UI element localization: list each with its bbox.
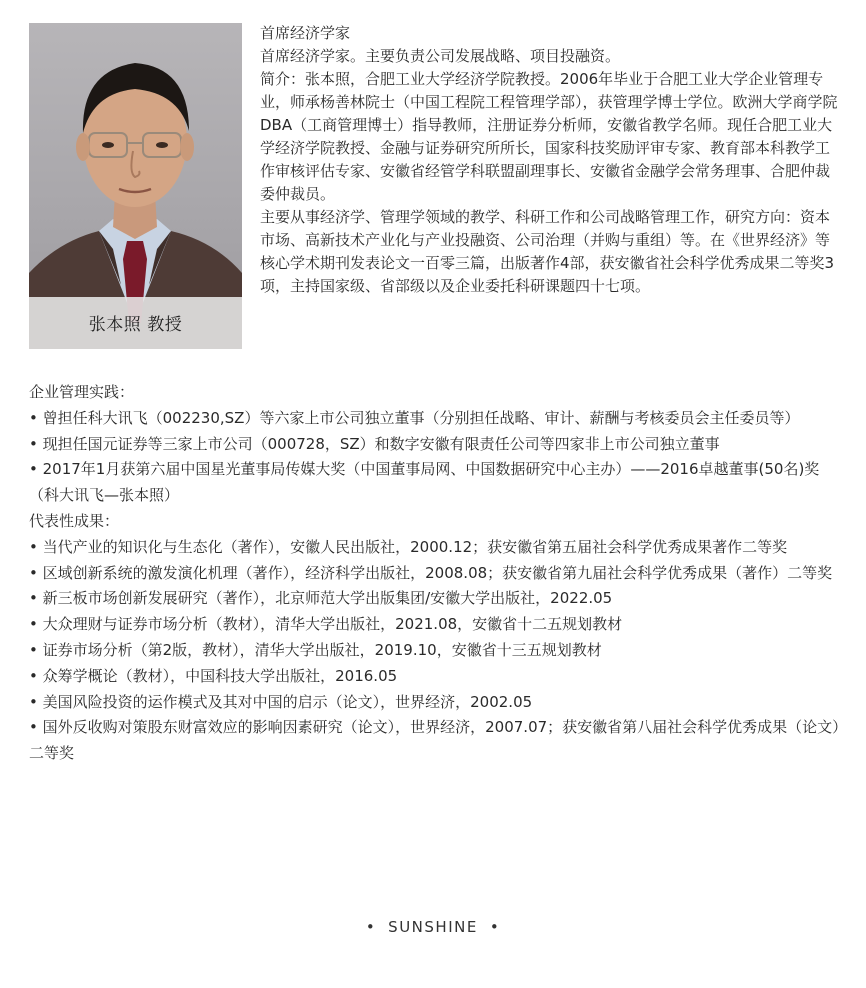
intro-title: 首席经济学家 [260,24,351,42]
footer-brand-text: SUNSHINE [388,918,478,936]
achievement-item: • 证券市场分析（第2版，教材），清华大学出版社，2019.10，安徽省十三五规划教材 [29,638,844,664]
intro-role: 首席经济学家。主要负责公司发展战略、项目投融资。 [260,47,621,65]
footer-dot-right: • [489,918,501,936]
footer-dot-left: • [365,918,377,936]
main-section [29,380,844,767]
intro-section [260,22,840,298]
portrait-caption: 张本照 教授 [88,315,183,335]
achievement-item: • 大众理财与证券市场分析（教材），清华大学出版社，2021.08，安徽省十二五规划教材 [29,612,844,638]
achievements-heading: 代表性成果： [29,511,120,530]
achievement-item: • 国外反收购对策股东财富效应的影响因素研究（论文），世界经济，2007.07；获安徽省第八届社会科学优秀成果（论文）二等奖 [29,715,844,767]
achievement-item: • 新三板市场创新发展研究（著作），北京师范大学出版集团/安徽大学出版社，2022.05 [29,586,844,612]
achievement-item: • 美国风险投资的运作模式及其对中国的启示（论文），世界经济，2002.05 [29,690,844,716]
practice-item: • 2017年1月获第六届中国星光董事局传媒大奖（中国董事局网、中国数据研究中心主办）——2016卓越董事(50名)奖（科大讯飞—张本照） [29,457,844,509]
practice-item: • 曾担任科大讯飞（002230,SZ）等六家上市公司独立董事（分别担任战略、审计、薪酬与考核委员会主任委员等） [29,406,844,432]
practice-item: • 现担任国元证券等三家上市公司（000728，SZ）和数字安徽有限责任公司等四家非上市公司独立董事 [29,432,844,458]
intro-research: 主要从事经济学、管理学领域的教学、科研工作和公司战略管理工作，研究方向：资本市场、高新技术产业化与产业投融资、公司治理（并购与重组）等。在《世界经济》等核心学术期刊发表论文一百零三篇，出版著作4部，获安徽省社会科学优秀成果二等奖3项，主持国家级、省部级以及企业委托科研课题四十七项。 [260,208,835,295]
intro-bio: 简介：张本照，合肥工业大学经济学院教授。2006年毕业于合肥工业大学企业管理专业，师承杨善林院士（中国工程院工程管理学部），获管理学博士学位。欧洲大学商学院DBA（工商管理博士）指导教师，注册证券分析师，安徽省教学名师。现任合肥工业大学经济学院教授、金融与证券研究所所长，国家科技奖励评审专家、教育部本科教学工作审核评估专家、安徽省经管学科联盟副理事长、安徽省金融学会常务理事、合肥仲裁委仲裁员。 [260,70,838,203]
achievement-item: • 众筹学概论（教材），中国科技大学出版社，2016.05 [29,664,844,690]
footer-brand [0,918,866,936]
practice-heading: 企业管理实践： [29,383,135,401]
portrait-photo [29,23,242,349]
achievement-item: • 区域创新系统的激发演化机理（著作），经济科学出版社，2008.08；获安徽省第九届社会科学优秀成果（著作）二等奖 [29,561,844,587]
achievement-item: • 当代产业的知识化与生态化（著作），安徽人民出版社，2000.12；获安徽省第五届社会科学优秀成果著作二等奖 [29,535,844,561]
